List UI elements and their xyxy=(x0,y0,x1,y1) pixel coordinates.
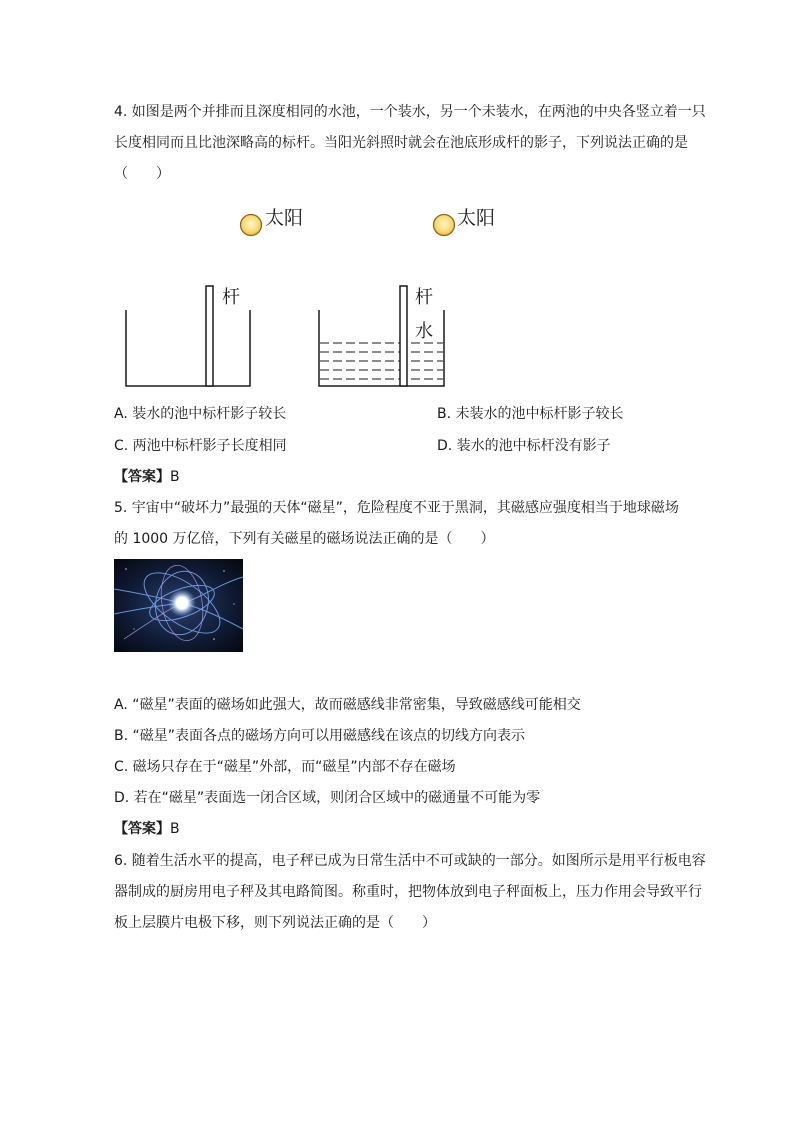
q5-option-d: D. 若在“磁星”表面选一闭合区域，则闭合区域中的磁通量不可能为零 xyxy=(114,790,541,806)
sun-icon-left xyxy=(241,215,262,236)
q5-line-1: 5. 宇宙中“破坏力”最强的天体“磁星”，危险程度不亚于黑洞，其磁感应强度相当于地球磁场 xyxy=(114,500,679,516)
q4-answer xyxy=(114,467,180,487)
q4-option-b: B. 未装水的池中标杆影子较长 xyxy=(437,406,624,422)
q5-option-a: A. “磁星”表面的磁场如此强大，故而磁感线非常密集，导致磁感线可能相交 xyxy=(114,697,581,713)
answer-value: B xyxy=(170,821,180,837)
q4-option-c: C. 两池中标杆影子长度相同 xyxy=(114,438,287,454)
q4-line-2: 长度相同而且比池深略高的标杆。当阳光斜照时就会在池底形成杆的影子，下列说法正确的是 xyxy=(114,135,688,151)
q6-line-1: 6. 随着生活水平的提高，电子秤已成为日常生活中不可或缺的一部分。如图所示是用平行板电容 xyxy=(114,853,706,869)
answer-label: 【答案】 xyxy=(114,821,170,837)
q6-line-2: 器制成的厨房用电子秤及其电路简图。称重时，把物体放到电子秤面板上，压力作用会导致平行 xyxy=(114,884,702,900)
water-label: 水 xyxy=(415,321,433,342)
q4-option-d: D. 装水的池中标杆没有影子 xyxy=(437,438,611,454)
sun-label-left: 太阳 xyxy=(265,207,304,229)
q4-line-1: 4. 如图是两个并排而且深度相同的水池，一个装水，另一个未装水，在两池的中央各竖立着一只 xyxy=(114,104,706,120)
answer-label: 【答案】 xyxy=(114,469,170,485)
q4-line-3: （ ） xyxy=(114,166,170,182)
q5-answer xyxy=(114,819,180,839)
magnetar-image xyxy=(114,559,243,652)
answer-value: B xyxy=(170,469,180,485)
pool-diagram xyxy=(110,200,496,395)
sun-icon-right xyxy=(434,215,455,236)
pole-label-left: 杆 xyxy=(222,287,240,308)
q6-line-3: 板上层膜片电极下移，则下列说法正确的是（ ） xyxy=(114,915,436,931)
q4-option-a: A. 装水的池中标杆影子较长 xyxy=(114,406,287,422)
q5-option-c: C. 磁场只存在于“磁星”外部，而“磁星”内部不存在磁场 xyxy=(114,759,456,775)
q5-line-2: 的 1000 万亿倍，下列有关磁星的磁场说法正确的是（ ） xyxy=(114,531,495,547)
q5-option-b: B. “磁星”表面各点的磁场方向可以用磁感线在该点的切线方向表示 xyxy=(114,728,526,744)
sun-label-right: 太阳 xyxy=(457,207,496,229)
pole-label-right: 杆 xyxy=(415,287,433,308)
